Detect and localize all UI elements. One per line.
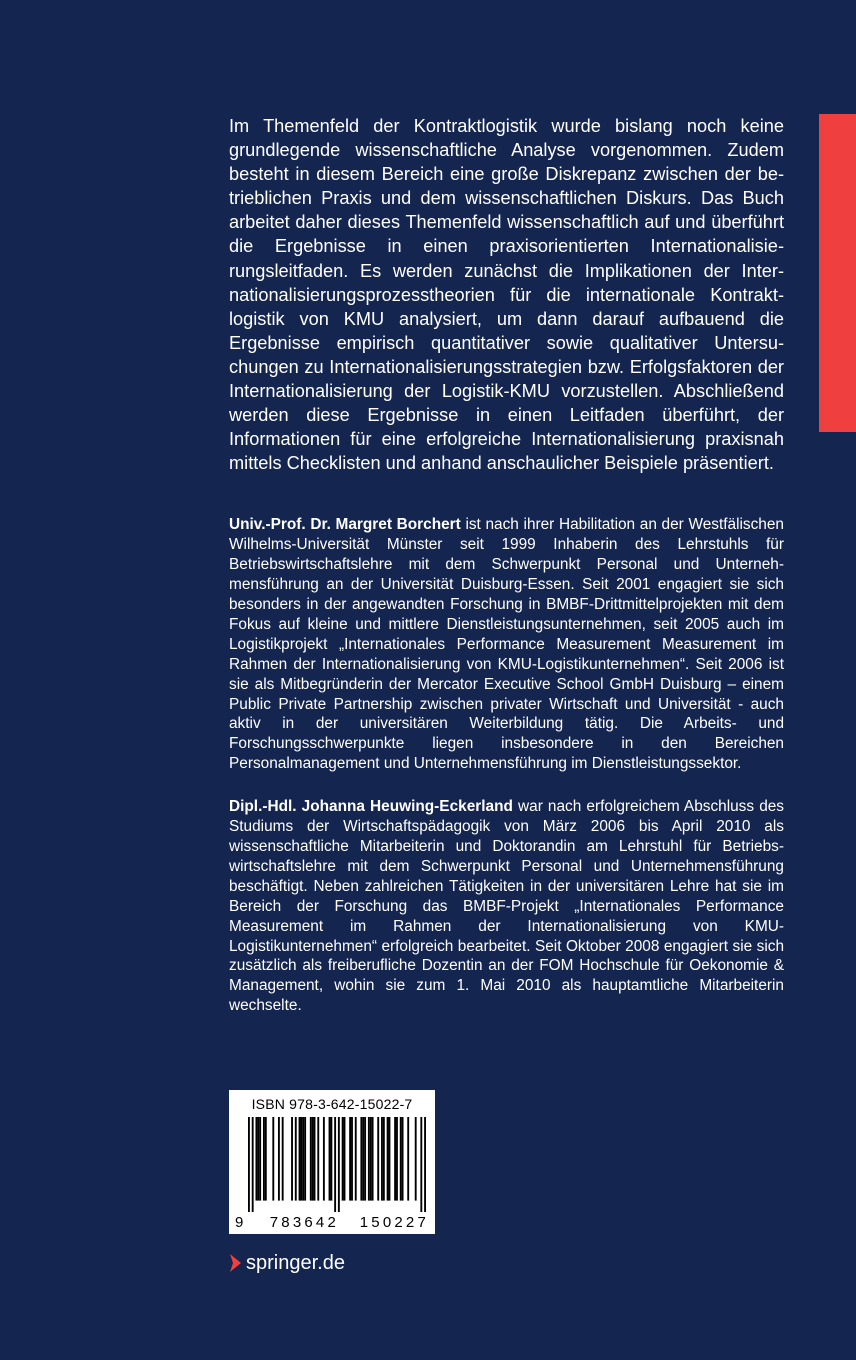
author-name: Dipl.-Hdl. Johanna Heuwing-Eckerland <box>229 798 513 816</box>
barcode-bar <box>402 1117 404 1201</box>
barcode-bar <box>372 1117 374 1201</box>
barcode-bar <box>272 1117 274 1201</box>
barcode-bar <box>278 1117 280 1201</box>
barcode-bar <box>330 1117 332 1201</box>
author-bio-borchert <box>229 515 784 774</box>
accent-band <box>819 114 856 432</box>
barcode-bar <box>407 1117 409 1201</box>
barcode-bar <box>259 1117 261 1201</box>
author-bio-text: war nach erfolgreichem Abschluss des Studiums der Wirtschaftspädagogik von März 2006 bis April 2010 als wissenschaftliche Mitarbeiterin und Doktorandin am Lehrstuhl für Betriebswirtschaftslehre mit dem Schwerpunkt Personal und Unternehmensführung beschäftigt. Neben zahlreichen Tätigkeiten in der universitären Lehre hat sie im Bereich der Forschung das BMBF-Projekt „Internationales Performance Measurement im Rahmen der Internationalisierung von KMU-Logistikunternehmen“ erfolgreich bearbeitet. Seit Oktober 2008 engagiert sie sich zusätzlich als freiberufliche Dozentin an der FOM Hochschule für Oekonomie & Management, wohin sie zum 1. Mai 2010 als hauptamtliche Mitarbeiterin wechselte. <box>229 798 785 1015</box>
barcode-digits-right: 150227 <box>359 1214 429 1231</box>
barcode-bar <box>255 1117 257 1201</box>
barcode-bar <box>364 1117 366 1201</box>
barcode-bar <box>323 1117 325 1201</box>
barcode-bar <box>396 1117 398 1201</box>
back-cover-text <box>229 114 784 1016</box>
chevron-right-icon <box>229 1253 242 1273</box>
author-bio-heuwing-eckerland <box>229 797 784 1016</box>
barcode-bar <box>381 1117 383 1201</box>
isbn-barcode-box <box>229 1090 435 1234</box>
barcode-bar <box>351 1117 353 1201</box>
barcode-bar <box>389 1117 391 1201</box>
barcode-bar <box>265 1117 267 1201</box>
barcode-digits-left: 783642 <box>269 1214 339 1231</box>
barcode-bar <box>299 1117 301 1201</box>
barcode-bar <box>302 1117 304 1201</box>
barcode-bar <box>360 1117 362 1201</box>
barcode-bar <box>368 1117 370 1201</box>
barcode-bar <box>394 1117 396 1201</box>
barcode <box>248 1117 426 1212</box>
barcode-digit-first: 9 <box>235 1214 244 1231</box>
barcode-bar <box>312 1117 314 1201</box>
barcode-bar <box>295 1117 297 1201</box>
barcode-bar <box>377 1117 379 1201</box>
barcode-bar <box>252 1117 254 1212</box>
barcode-bar <box>282 1117 284 1201</box>
barcode-bar <box>291 1117 293 1201</box>
isbn-label: ISBN 978-3-642-15022-7 <box>251 1096 413 1112</box>
barcode-bar <box>304 1117 306 1201</box>
barcode-bar <box>334 1117 336 1212</box>
author-name: Univ.-Prof. Dr. Margret Borchert <box>229 516 461 534</box>
barcode-bar <box>314 1117 316 1201</box>
barcode-bar <box>329 1117 331 1201</box>
barcode-bar <box>248 1117 250 1212</box>
publisher-url: springer.de <box>246 1251 345 1274</box>
barcode-bar <box>415 1117 417 1201</box>
barcode-bar <box>349 1117 351 1201</box>
barcode-bar <box>400 1117 402 1201</box>
publisher-link[interactable] <box>229 1249 345 1277</box>
book-blurb: Im Themenfeld der Kontraktlogistik wurde bislang noch keine grundlegende wissenschaftliche Analyse vorgenommen. Zudem besteht in diesem Bereich eine große Diskrepanz zwischen der betrieblichen Praxis und dem wissenschaftlichen Diskurs. Das Buch arbeitet daher dieses Themenfeld wissenschaftlich auf und überführt die Ergebnisse in einen praxisorientierten Internationalisierungsleitfaden. Es werden zunächst die Implikationen der Internationalisierungsprozesstheorien für die internationale Kontraktlogistik von KMU analysiert, um dann darauf aufbauend die Ergebnisse empirisch quantitativer sowie qualitativer Untersuchungen zu Internationalisierungsstrategien bzw. Erfolgsfaktoren der Internationalisierung der Logistik-KMU vorzustellen. Abschließend werden diese Ergebnisse in einen Leitfaden überführt, der Informationen für eine erfolgreiche Internationalisierung praxisnah mittels Checklisten und anhand anschaulicher Beispiele präsentiert. <box>229 116 784 474</box>
barcode-bar <box>420 1117 422 1212</box>
barcode-bar <box>257 1117 259 1201</box>
barcode-bar <box>424 1117 426 1212</box>
barcode-bar <box>355 1117 357 1201</box>
barcode-bar <box>362 1117 364 1201</box>
barcode-bar <box>370 1117 372 1201</box>
barcode-bar <box>310 1117 312 1201</box>
barcode-bar <box>317 1117 319 1201</box>
barcode-bar <box>338 1117 340 1212</box>
barcode-bar <box>263 1117 265 1201</box>
barcode-bar <box>342 1117 344 1201</box>
author-bio-text: ist nach ihrer Habilitation an der Westfälischen Wilhelms-Universität Münster seit 1999 Inhaberin des Lehrstuhls für Betriebswirtschaftslehre mit dem Schwerpunkt Personal und Unternehmensführung an der Universität Duisburg-Essen. Seit 2001 engagiert sie sich besonders in der angewandten Forschung in BMBF-Drittmittelprojekten mit dem Fokus auf kleine und mittlere Dienstleistungsunternehmen, seit 2005 auch im Logistikprojekt „Internationales Performance Measurement Measurement im Rahmen der Internationalisierung von KMU-Logistikunternehmen“. Seit 2006 ist sie als Mitbegründerin der Mercator Executive School GmbH Duisburg – einem Public Private Partnership zwischen privater Wirtschaft und Universität - auch aktiv in der universitären Weiterbildung tätig. Die Arbeits- und Forschungsschwerpunkte liegen insbesondere in den Bereichen Personalmanagement und Unternehmensführung im Dienstleistungssektor. <box>229 516 784 773</box>
barcode-bar <box>344 1117 346 1201</box>
barcode-bar <box>300 1117 302 1201</box>
barcode-digits <box>235 1214 429 1231</box>
barcode-bar <box>387 1117 389 1201</box>
barcode-bar <box>383 1117 385 1201</box>
